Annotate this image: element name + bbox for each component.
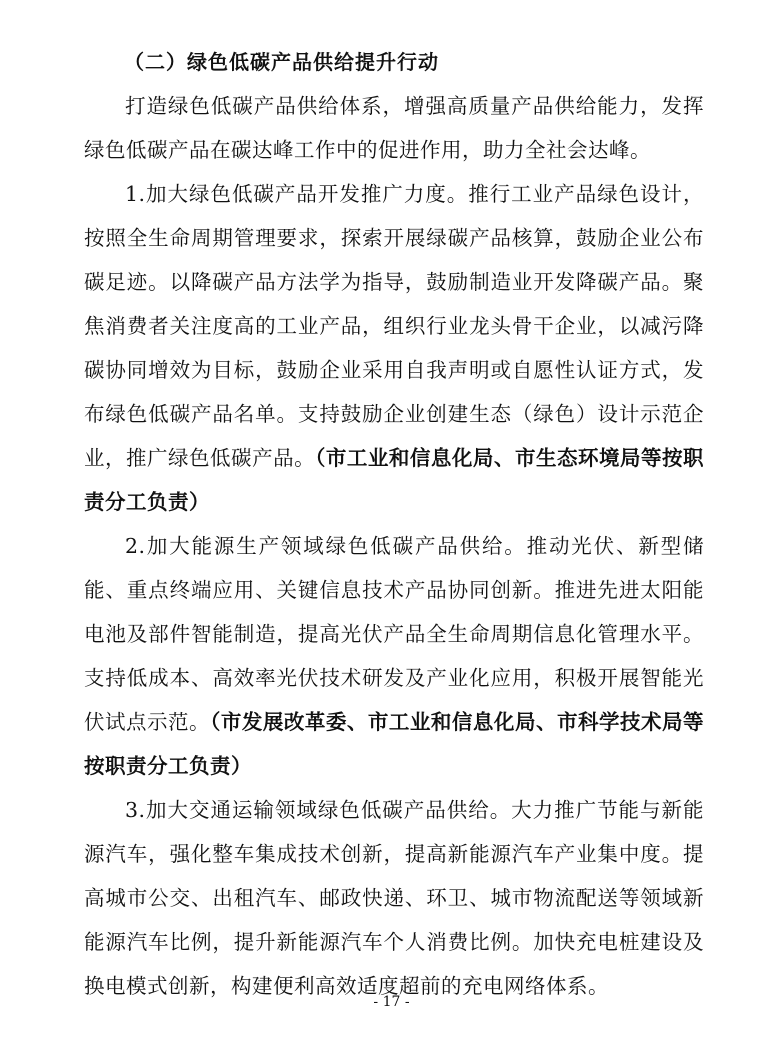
intro-paragraph: 打造绿色低碳产品供给体系，增强高质量产品供给能力，发挥绿色低碳产品在碳达峰工作中的促进作用，助力全社会达峰。 xyxy=(84,94,704,162)
item-paragraph-2 xyxy=(84,524,704,788)
page-number: - 17 - xyxy=(373,994,410,1010)
item-text-3: 3.加大交通运输领域绿色低碳产品供给。大力推广节能与新能源汽车，强化整车集成技术创新，提高新能源汽车产业集中度。提高城市公交、出租汽车、邮政快递、环卫、城市物流配送等领域新能源汽车比例，提升新能源汽车个人消费比例。加快充电桩建设及换电模式创新，构建便利高效适度超前的充电网络体系。 xyxy=(84,798,704,998)
section-heading: （二）绿色低碳产品供给提升行动 xyxy=(124,50,439,74)
item-text-1: 1.加大绿色低碳产品开发推广力度。推行工业产品绿色设计，按照全生命周期管理要求，探索开展绿碳产品核算，鼓励企业公布碳足迹。以降碳产品方法学为指导，鼓励制造业开发降碳产品。聚焦消费者关注度高的工业产品，组织行业龙头骨干企业，以减污降碳协同增效为目标，鼓励企业采用自我声明或自愿性认证方式，发布绿色低碳产品名单。支持鼓励企业创建生态（绿色）设计示范企业，推广绿色低碳产品。 xyxy=(84,182,704,470)
item-text-2: 2.加大能源生产领域绿色低碳产品供给。推动光伏、新型储能、重点终端应用、关键信息技术产品协同创新。推进先进太阳能电池及部件智能制造，提高光伏产品全生命周期信息化管理水平。支持低成本、高效率光伏技术研发及产业化应用，积极开展智能光伏试点示范。 xyxy=(84,534,704,734)
document-page xyxy=(84,40,704,1008)
item-responsibility-1: （市工业和信息化局、市生态环境局等按职责分工负责） xyxy=(84,446,705,514)
item-paragraph-3 xyxy=(84,788,704,1008)
item-paragraph-1 xyxy=(84,172,704,524)
item-responsibility-2: （市发展改革委、市工业和信息化局、市科学技术局等按职责分工负责） xyxy=(84,710,705,778)
